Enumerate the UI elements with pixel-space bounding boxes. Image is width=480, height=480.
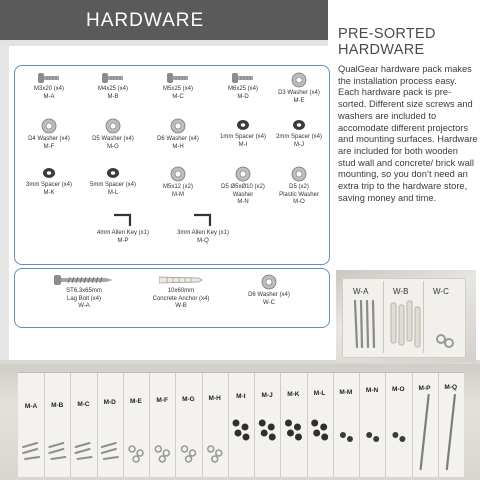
part-code-label: M-D xyxy=(237,93,249,100)
part-code-label: W-B xyxy=(175,303,187,309)
screw-icon xyxy=(80,72,146,84)
part-size-label: D6 Washer (x4) xyxy=(157,136,199,142)
part-size-label: 10x60mm xyxy=(167,288,195,294)
sidebar-title-line1: PRE-SORTED xyxy=(338,26,436,42)
part-m-m xyxy=(145,166,211,199)
part-m-k xyxy=(16,166,82,197)
part-size-label-2: Washer xyxy=(232,191,254,198)
part-code-label: M-E xyxy=(293,97,305,104)
part-size-label: D3 Washer (x4) xyxy=(278,90,320,96)
pocket-label: M-B xyxy=(51,401,64,409)
part-size-label: M3x20 (x4) xyxy=(33,86,64,92)
washer-icon xyxy=(16,118,82,134)
washer-icon xyxy=(80,118,146,134)
part-size-label: M4x25 (x4) xyxy=(97,86,128,92)
pocket-contents-icon xyxy=(18,373,464,477)
part-m-e xyxy=(266,72,332,105)
pocket-label: M-H xyxy=(208,394,221,402)
part-size-label: 1mm Spacer (x4) xyxy=(219,134,266,140)
part-m-f xyxy=(16,118,82,151)
washer-icon xyxy=(266,166,332,182)
part-code-label: M-K xyxy=(43,189,55,196)
part-m-h xyxy=(145,118,211,151)
pocket-label: M-I xyxy=(236,393,246,401)
part-m-q xyxy=(170,212,236,245)
sidebar-title xyxy=(338,26,478,58)
strip-pack xyxy=(18,372,464,477)
part-size-label: M5x25 (x4) xyxy=(162,86,193,92)
part-size-label-2: Plastic Washer xyxy=(279,191,319,198)
part-m-l xyxy=(80,166,146,197)
hardware-bag-photo xyxy=(336,270,476,362)
part-w-b xyxy=(148,274,214,311)
part-size-label: D4 Washer (x4) xyxy=(28,136,70,142)
part-w-c xyxy=(236,274,302,307)
pocket-label: M-G xyxy=(182,395,195,403)
allen-key-icon xyxy=(170,212,236,228)
part-code-label: M-G xyxy=(107,143,119,150)
part-code-label: M-L xyxy=(107,189,119,196)
lag-bolt-icon xyxy=(44,274,124,286)
part-code-label: M-N xyxy=(237,199,249,205)
part-code-label: M-B xyxy=(107,93,119,100)
part-code-label: M-J xyxy=(294,141,304,148)
part-size-label: 4mm Allen Key (x1) xyxy=(96,230,150,236)
pocket-label: M-L xyxy=(313,389,326,397)
part-code-label: W-A xyxy=(78,303,90,309)
pocket-label: M-C xyxy=(77,400,90,408)
part-code-label: M-O xyxy=(293,199,305,205)
part-size-label-2: Concrete Anchor (x4) xyxy=(152,295,210,302)
part-m-p xyxy=(90,212,156,245)
bag-label-wb: W-B xyxy=(393,287,409,296)
allen-key-icon xyxy=(90,212,156,228)
part-m-c xyxy=(145,72,211,101)
pocket-label: M-E xyxy=(129,398,142,406)
part-code-label: M-Q xyxy=(197,237,209,244)
sidebar-body: QualGear hardware pack makes the installation process easy. Each hardware pack is pre-sorted. Different size screws and washers are included to accomodate different projectors and mounting surfaces. Hardware are included for both wooden stud wall and concrete/ brick wall mounting, so you don’t need an extra trip to the hardware store, saving money and time. xyxy=(338,64,478,203)
part-code-label: M-H xyxy=(172,143,184,150)
page-title: HARDWARE xyxy=(86,10,205,31)
part-code-label: M-F xyxy=(43,143,55,150)
part-m-g xyxy=(80,118,146,151)
bag-pack xyxy=(342,278,466,358)
part-size-label: D5 (x2) xyxy=(289,184,309,190)
part-code-label: M-P xyxy=(117,237,129,244)
part-code-label: M-M xyxy=(172,191,184,198)
part-size-label-2: Lag Bolt (x4) xyxy=(66,295,102,302)
part-m-j xyxy=(266,118,332,149)
part-w-a xyxy=(44,274,124,311)
pocket-label: M-N xyxy=(365,387,379,395)
part-size-label: 2mm Spacer (x4) xyxy=(275,134,322,140)
washer-icon xyxy=(266,72,332,88)
bag-contents-icon xyxy=(343,279,465,357)
washer-icon xyxy=(236,274,302,290)
washer-icon xyxy=(145,166,211,182)
part-size-label: ST6.3x65mm xyxy=(66,288,102,294)
part-size-label: 3mm Allen Key (x1) xyxy=(176,230,230,236)
sidebar-title-line2: HARDWARE xyxy=(338,42,425,58)
pocket-label: M-J xyxy=(261,392,273,400)
part-code-label: M-A xyxy=(43,93,55,100)
pocket-label: M-O xyxy=(391,386,405,394)
part-size-label: M6x25 (x4) xyxy=(227,86,258,92)
part-code-label: M-I xyxy=(238,141,248,148)
bag-label-wa: W-A xyxy=(353,287,369,296)
part-code-label: W-C xyxy=(263,299,275,306)
part-m-b xyxy=(80,72,146,101)
screw-icon xyxy=(16,72,82,84)
header-bar xyxy=(0,0,328,46)
spacer-icon xyxy=(16,166,82,180)
part-size-label: D5 Washer (x4) xyxy=(92,136,134,142)
part-size-label: D5 Ø5xØ10 (x2) xyxy=(221,184,265,190)
bag-label-wc: W-C xyxy=(433,287,449,296)
pocket-label: M-P xyxy=(418,385,431,392)
pocket-label: M-M xyxy=(339,388,353,396)
hardware-strip-photo xyxy=(0,364,480,480)
pocket-label: M-A xyxy=(24,403,38,410)
pocket-label: M-Q xyxy=(444,383,458,391)
part-size-label: D6 Washer (x4) xyxy=(248,292,290,298)
spacer-icon xyxy=(266,118,332,132)
spacer-icon xyxy=(80,166,146,180)
part-code-label: M-C xyxy=(172,93,184,100)
pocket-label: M-D xyxy=(103,399,116,407)
header-stripe xyxy=(0,40,328,46)
pocket-label: M-F xyxy=(156,397,168,404)
part-size-label: 5mm Spacer (x4) xyxy=(89,182,136,188)
washer-icon xyxy=(145,118,211,134)
screw-icon xyxy=(145,72,211,84)
pocket-label: M-K xyxy=(287,391,300,398)
part-m-o xyxy=(266,166,332,207)
concrete-anchor-icon xyxy=(148,274,214,286)
frame-left-edge xyxy=(0,46,9,364)
part-size-label: 3mm Spacer (x4) xyxy=(25,182,72,188)
part-m-a xyxy=(16,72,82,101)
part-size-label: M5x12 (x2) xyxy=(162,184,193,190)
